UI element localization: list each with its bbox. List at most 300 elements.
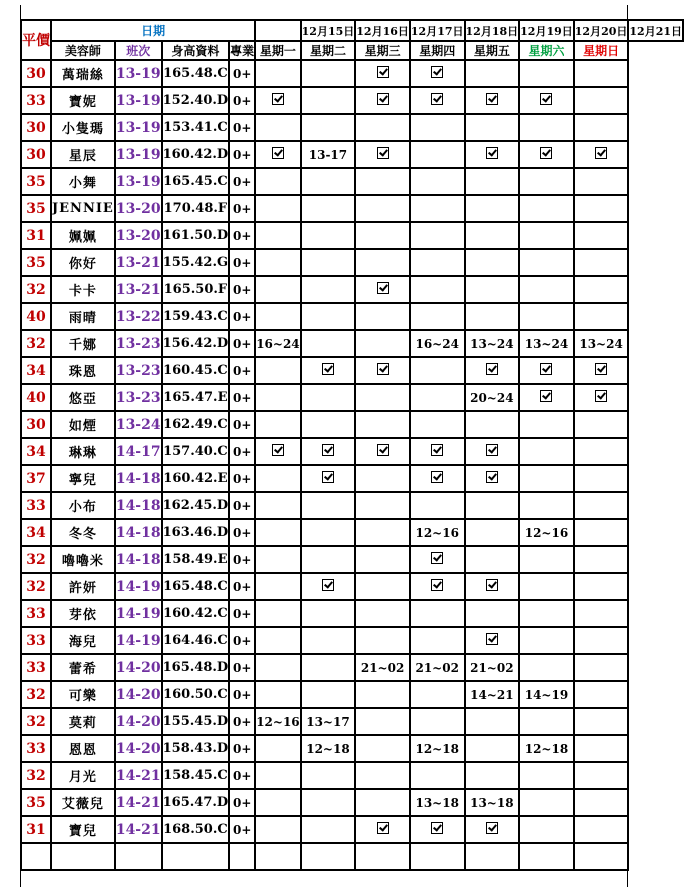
day-cell	[355, 843, 410, 870]
checkbox-checked-icon	[540, 147, 552, 159]
day-cell-checked	[574, 357, 629, 384]
weekday-header-saturday: 星期六	[519, 41, 574, 60]
day-cell	[301, 600, 356, 627]
day-cell-checked	[410, 60, 465, 87]
day-cell	[255, 546, 300, 573]
day-cell	[355, 303, 410, 330]
score-cell: 30	[21, 60, 51, 87]
day-cell	[355, 600, 410, 627]
measure-cell: 156.42.D	[162, 330, 230, 357]
day-cell: 20~24	[465, 384, 520, 411]
day-cell	[574, 87, 629, 114]
day-cell-checked	[465, 141, 520, 168]
day-cell	[574, 735, 629, 762]
day-cell-checked	[301, 573, 356, 600]
checkbox-checked-icon	[540, 93, 552, 105]
checkbox-checked-icon	[595, 147, 607, 159]
day-cell-checked	[465, 627, 520, 654]
day-cell: 12~18	[519, 735, 574, 762]
day-cell	[519, 411, 574, 438]
day-cell	[410, 195, 465, 222]
day-cell	[574, 681, 629, 708]
checkbox-checked-icon	[486, 822, 498, 834]
day-cell	[355, 411, 410, 438]
day-cell	[255, 465, 300, 492]
day-cell	[574, 114, 629, 141]
shift-cell: 13-20	[115, 222, 162, 249]
score-cell: 34	[21, 438, 51, 465]
day-cell	[574, 60, 629, 87]
date-header: 12月15日	[301, 20, 356, 41]
day-cell	[301, 276, 356, 303]
table-row	[21, 60, 683, 87]
day-cell	[301, 492, 356, 519]
prof-cell: 0+	[229, 141, 255, 168]
day-cell-checked	[255, 87, 300, 114]
prof-header: 專業	[229, 41, 255, 60]
measure-header: 身高資料	[162, 41, 230, 60]
day-cell	[355, 330, 410, 357]
weekday-header: 星期四	[410, 41, 465, 60]
measure-cell: 162.45.D	[162, 492, 230, 519]
day-cell	[255, 789, 300, 816]
day-cell	[301, 303, 356, 330]
day-cell	[574, 546, 629, 573]
day-cell	[519, 573, 574, 600]
shift-cell: 13-19	[115, 114, 162, 141]
day-cell	[410, 411, 465, 438]
day-cell	[465, 843, 520, 870]
day-cell	[519, 546, 574, 573]
day-cell	[519, 843, 574, 870]
day-cell	[355, 195, 410, 222]
day-cell	[519, 492, 574, 519]
checkbox-checked-icon	[431, 471, 443, 483]
day-cell	[574, 627, 629, 654]
day-cell	[465, 519, 520, 546]
beautician-name: JENNIE	[51, 195, 115, 222]
day-cell: 14~21	[465, 681, 520, 708]
day-cell: 16~24	[410, 330, 465, 357]
shift-cell: 14-17	[115, 438, 162, 465]
measure-cell: 161.50.D	[162, 222, 230, 249]
day-cell	[519, 249, 574, 276]
measure-cell: 165.47.E	[162, 384, 230, 411]
day-cell-checked	[355, 276, 410, 303]
checkbox-checked-icon	[377, 147, 389, 159]
shift-cell: 13-23	[115, 357, 162, 384]
day-cell	[410, 762, 465, 789]
day-cell: 16~24	[255, 330, 300, 357]
day-cell	[465, 60, 520, 87]
measure-cell: 152.40.D	[162, 87, 230, 114]
weekday-header: 星期二	[301, 41, 356, 60]
table-row	[21, 843, 683, 870]
day-cell-checked	[465, 465, 520, 492]
table-row	[21, 708, 683, 735]
day-cell	[574, 708, 629, 735]
date-header: 12月19日	[519, 20, 574, 41]
day-cell-checked	[410, 573, 465, 600]
checkbox-checked-icon	[272, 444, 284, 456]
checkbox-checked-icon	[272, 93, 284, 105]
score-cell	[21, 843, 51, 870]
checkbox-checked-icon	[322, 363, 334, 375]
shift-cell: 14-18	[115, 546, 162, 573]
score-cell: 31	[21, 222, 51, 249]
prof-cell: 0+	[229, 492, 255, 519]
beautician-name: 可樂	[51, 681, 115, 708]
day-cell	[465, 222, 520, 249]
day-cell	[465, 546, 520, 573]
score-cell: 32	[21, 708, 51, 735]
day-cell	[255, 222, 300, 249]
day-cell: 13~18	[410, 789, 465, 816]
beautician-name: 冬冬	[51, 519, 115, 546]
day-cell	[301, 681, 356, 708]
table-row	[21, 114, 683, 141]
prof-cell: 0+	[229, 762, 255, 789]
day-cell-checked	[355, 141, 410, 168]
day-cell	[465, 762, 520, 789]
day-cell	[301, 114, 356, 141]
score-cell: 40	[21, 303, 51, 330]
day-cell	[465, 249, 520, 276]
prof-cell: 0+	[229, 735, 255, 762]
day-cell	[301, 546, 356, 573]
day-cell	[519, 60, 574, 87]
shift-cell: 14-20	[115, 708, 162, 735]
beautician-name: 莫莉	[51, 708, 115, 735]
table-row	[21, 141, 683, 168]
day-cell	[255, 411, 300, 438]
day-cell-checked	[301, 357, 356, 384]
shift-cell: 14-21	[115, 762, 162, 789]
day-cell: 13~24	[465, 330, 520, 357]
day-cell-checked	[355, 357, 410, 384]
beautician-name: 寧兒	[51, 465, 115, 492]
beautician-name: 海兒	[51, 627, 115, 654]
day-cell-checked	[410, 87, 465, 114]
table-row	[21, 330, 683, 357]
day-cell	[410, 303, 465, 330]
prof-cell: 0+	[229, 60, 255, 87]
table-row	[21, 411, 683, 438]
measure-cell: 158.49.E	[162, 546, 230, 573]
day-cell	[301, 330, 356, 357]
day-cell	[255, 276, 300, 303]
score-cell: 33	[21, 654, 51, 681]
table-row	[21, 87, 683, 114]
header-row-columns	[21, 41, 683, 60]
score-cell: 34	[21, 357, 51, 384]
day-cell	[574, 573, 629, 600]
measure-cell: 162.49.C	[162, 411, 230, 438]
beautician-name: 千娜	[51, 330, 115, 357]
score-cell: 30	[21, 114, 51, 141]
day-cell-checked	[410, 438, 465, 465]
prof-cell: 0+	[229, 195, 255, 222]
shift-cell: 14-21	[115, 816, 162, 843]
day-cell	[574, 303, 629, 330]
day-cell	[574, 843, 629, 870]
measure-cell: 158.43.D	[162, 735, 230, 762]
day-cell	[410, 843, 465, 870]
beautician-name: 小舞	[51, 168, 115, 195]
day-cell	[255, 681, 300, 708]
shift-cell: 14-20	[115, 654, 162, 681]
beautician-name: 蕾希	[51, 654, 115, 681]
day-cell	[255, 843, 300, 870]
prof-cell: 0+	[229, 600, 255, 627]
beautician-name: 嚕嚕米	[51, 546, 115, 573]
checkbox-checked-icon	[431, 93, 443, 105]
beautician-name: 姵姵	[51, 222, 115, 249]
prof-cell: 0+	[229, 168, 255, 195]
day-cell	[574, 168, 629, 195]
shift-cell: 14-19	[115, 600, 162, 627]
beautician-name	[51, 843, 115, 870]
prof-cell: 0+	[229, 357, 255, 384]
day-cell: 13~17	[301, 708, 356, 735]
date-header: 12月21日	[628, 20, 683, 41]
day-cell	[465, 114, 520, 141]
day-cell: 21~02	[410, 654, 465, 681]
day-cell	[355, 681, 410, 708]
score-cell: 33	[21, 735, 51, 762]
score-cell: 33	[21, 627, 51, 654]
prof-cell: 0+	[229, 654, 255, 681]
day-cell	[255, 816, 300, 843]
checkbox-checked-icon	[377, 363, 389, 375]
day-cell	[574, 600, 629, 627]
day-cell	[410, 222, 465, 249]
checkbox-checked-icon	[431, 579, 443, 591]
beautician-name: 恩恩	[51, 735, 115, 762]
measure-cell: 155.45.D	[162, 708, 230, 735]
day-cell-checked	[519, 384, 574, 411]
day-cell-checked	[465, 87, 520, 114]
beautician-name: 寶妮	[51, 87, 115, 114]
score-cell: 30	[21, 141, 51, 168]
prof-cell: 0+	[229, 546, 255, 573]
measure-cell: 160.42.E	[162, 465, 230, 492]
day-cell	[574, 492, 629, 519]
day-cell	[519, 708, 574, 735]
day-cell	[410, 708, 465, 735]
day-cell	[255, 114, 300, 141]
day-cell	[355, 249, 410, 276]
checkbox-checked-icon	[595, 390, 607, 402]
day-cell-checked	[355, 60, 410, 87]
day-cell	[301, 195, 356, 222]
schedule-table	[20, 19, 684, 871]
day-cell	[574, 654, 629, 681]
score-cell: 33	[21, 492, 51, 519]
shift-cell: 14-19	[115, 573, 162, 600]
weekday-header: 星期一	[255, 41, 300, 60]
checkbox-checked-icon	[377, 93, 389, 105]
score-cell: 40	[21, 384, 51, 411]
beautician-name: 卡卡	[51, 276, 115, 303]
day-cell	[519, 654, 574, 681]
score-cell: 32	[21, 546, 51, 573]
day-cell-checked	[355, 438, 410, 465]
checkbox-checked-icon	[377, 282, 389, 294]
day-cell	[465, 276, 520, 303]
checkbox-checked-icon	[486, 93, 498, 105]
day-cell	[410, 114, 465, 141]
checkbox-checked-icon	[540, 363, 552, 375]
table-row	[21, 438, 683, 465]
shift-cell: 14-18	[115, 519, 162, 546]
prof-cell: 0+	[229, 519, 255, 546]
day-cell	[301, 762, 356, 789]
checkbox-checked-icon	[272, 147, 284, 159]
day-cell-checked	[301, 465, 356, 492]
prof-cell: 0+	[229, 384, 255, 411]
day-cell	[574, 465, 629, 492]
day-cell: 13~24	[519, 330, 574, 357]
day-cell	[410, 384, 465, 411]
prof-cell: 0+	[229, 249, 255, 276]
day-cell	[255, 60, 300, 87]
prof-cell: 0+	[229, 87, 255, 114]
day-cell-checked	[465, 573, 520, 600]
day-cell	[465, 168, 520, 195]
score-cell: 35	[21, 168, 51, 195]
table-row	[21, 168, 683, 195]
day-cell	[465, 195, 520, 222]
day-cell	[519, 816, 574, 843]
shift-cell: 13-21	[115, 249, 162, 276]
date-header: 12月17日	[410, 20, 465, 41]
checkbox-checked-icon	[431, 822, 443, 834]
prof-cell: 0+	[229, 627, 255, 654]
day-cell	[465, 411, 520, 438]
beautician-name: 琳琳	[51, 438, 115, 465]
day-cell	[519, 627, 574, 654]
day-cell	[410, 600, 465, 627]
shift-cell: 13-24	[115, 411, 162, 438]
shift-header: 班次	[115, 41, 162, 60]
day-cell: 13-17	[301, 141, 356, 168]
day-cell	[410, 681, 465, 708]
day-cell	[465, 735, 520, 762]
shift-cell: 13-19	[115, 60, 162, 87]
beautician-name: 珠恩	[51, 357, 115, 384]
day-cell	[301, 411, 356, 438]
shift-cell: 13-22	[115, 303, 162, 330]
schedule-rows	[21, 60, 683, 870]
day-cell	[301, 222, 356, 249]
score-cell: 31	[21, 816, 51, 843]
shift-cell: 13-19	[115, 141, 162, 168]
day-cell	[355, 384, 410, 411]
shift-cell: 14-20	[115, 681, 162, 708]
prof-cell	[229, 843, 255, 870]
table-row	[21, 303, 683, 330]
score-cell: 34	[21, 519, 51, 546]
table-row	[21, 654, 683, 681]
shift-cell: 14-21	[115, 789, 162, 816]
shift-cell: 13-21	[115, 276, 162, 303]
measure-cell: 158.45.C	[162, 762, 230, 789]
score-cell: 32	[21, 276, 51, 303]
beautician-name: 你好	[51, 249, 115, 276]
shift-cell: 14-19	[115, 627, 162, 654]
checkbox-checked-icon	[486, 579, 498, 591]
shift-cell: 13-19	[115, 168, 162, 195]
beautician-name: 月光	[51, 762, 115, 789]
day-cell-checked	[465, 438, 520, 465]
day-cell	[301, 843, 356, 870]
day-cell	[355, 735, 410, 762]
day-cell	[519, 789, 574, 816]
day-cell: 13~24	[574, 330, 629, 357]
table-row	[21, 681, 683, 708]
shift-cell: 13-23	[115, 384, 162, 411]
table-row	[21, 384, 683, 411]
score-cell: 37	[21, 465, 51, 492]
shift-cell: 13-20	[115, 195, 162, 222]
measure-cell: 160.50.C	[162, 681, 230, 708]
table-row	[21, 222, 683, 249]
prof-cell: 0+	[229, 789, 255, 816]
measure-cell: 155.42.G	[162, 249, 230, 276]
day-cell-checked	[465, 357, 520, 384]
score-cell: 33	[21, 600, 51, 627]
day-cell	[255, 519, 300, 546]
day-cell	[255, 357, 300, 384]
day-cell	[574, 519, 629, 546]
day-cell	[465, 492, 520, 519]
table-row	[21, 735, 683, 762]
checkbox-checked-icon	[377, 822, 389, 834]
day-cell	[301, 168, 356, 195]
day-cell	[255, 384, 300, 411]
measure-cell: 165.48.C	[162, 60, 230, 87]
prof-cell: 0+	[229, 222, 255, 249]
prof-cell: 0+	[229, 303, 255, 330]
day-cell	[519, 600, 574, 627]
day-cell	[255, 492, 300, 519]
day-cell	[519, 303, 574, 330]
day-cell	[574, 249, 629, 276]
day-cell	[465, 708, 520, 735]
table-row	[21, 195, 683, 222]
day-cell	[355, 573, 410, 600]
day-cell	[355, 789, 410, 816]
measure-cell: 160.42.C	[162, 600, 230, 627]
measure-cell: 159.43.C	[162, 303, 230, 330]
score-cell: 32	[21, 330, 51, 357]
measure-cell: 157.40.C	[162, 438, 230, 465]
day-cell	[465, 600, 520, 627]
beautician-name: 芽依	[51, 600, 115, 627]
day-cell	[355, 222, 410, 249]
table-row	[21, 546, 683, 573]
day-cell-checked	[255, 438, 300, 465]
day-cell	[255, 600, 300, 627]
day-cell	[355, 492, 410, 519]
date-header: 12月20日	[574, 20, 629, 41]
table-row	[21, 816, 683, 843]
beautician-name: 萬瑞絲	[51, 60, 115, 87]
measure-cell: 160.42.D	[162, 141, 230, 168]
day-cell: 14~19	[519, 681, 574, 708]
weekday-header: 星期三	[355, 41, 410, 60]
